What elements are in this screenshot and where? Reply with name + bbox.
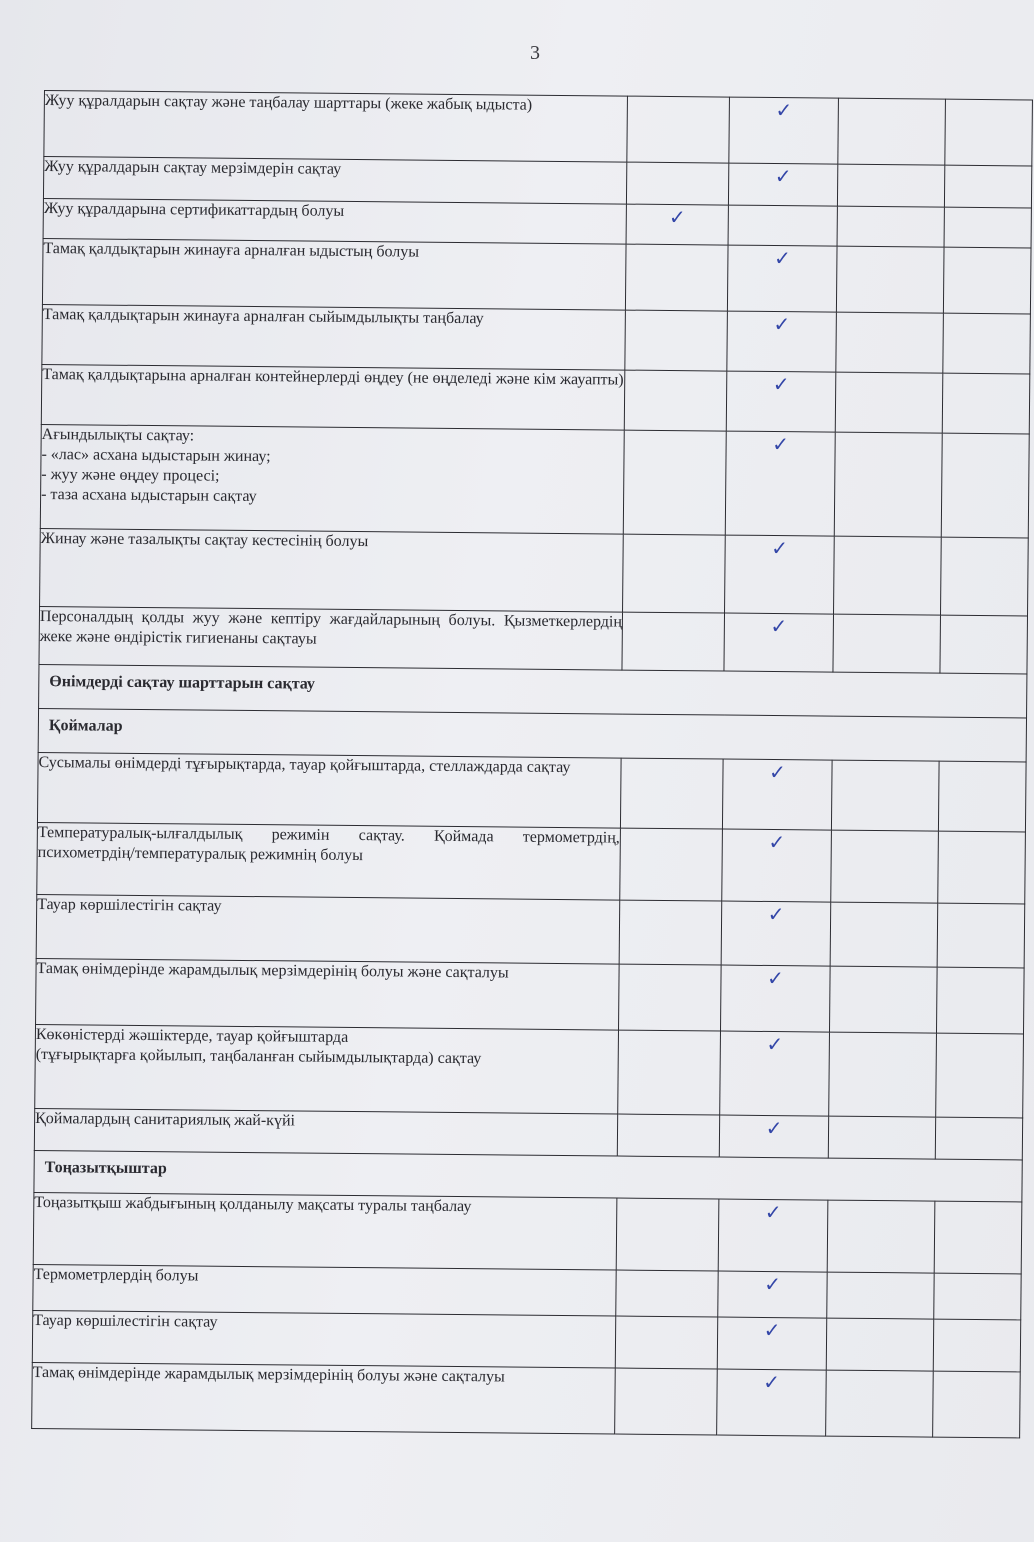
empty-cell: [943, 247, 1031, 314]
empty-cell: [829, 1032, 937, 1117]
table-row: [41, 364, 1030, 433]
empty-cell: [936, 1033, 1024, 1118]
empty-cell: [828, 1116, 935, 1159]
empty-cell: [940, 615, 1028, 674]
empty-cell: [625, 244, 728, 311]
check-mark-icon: ✓: [719, 1115, 828, 1158]
empty-cell: [838, 98, 946, 165]
criterion-text: Тамақ қалдықтарын жинауға арналған сыйымдылықты таңбалау: [42, 304, 626, 370]
section-title: Қоймалар: [38, 708, 1026, 761]
criterion-text: [35, 1024, 619, 1114]
table-row: [36, 894, 1025, 967]
empty-cell: [837, 164, 944, 207]
empty-cell: [837, 206, 944, 247]
table-row: [32, 1310, 1020, 1371]
table-row: [37, 822, 1026, 903]
empty-cell: [831, 760, 939, 831]
empty-cell: [827, 1272, 934, 1319]
table-row: [42, 238, 1031, 313]
table-row: [35, 1024, 1024, 1117]
criterion-text: Тамақ өнімдерінде жарамдылық мерзімдерінің болуы және сақталуы: [32, 1362, 616, 1434]
empty-cell: [623, 534, 726, 613]
check-mark-icon: ✓: [727, 311, 837, 372]
criterion-text: Термометрлердің болуы: [33, 1264, 616, 1316]
empty-cell: [936, 967, 1024, 1034]
empty-cell: [831, 830, 939, 903]
empty-cell: [626, 162, 728, 205]
empty-cell: [619, 964, 722, 1031]
empty-cell: [623, 430, 726, 535]
empty-cell: [933, 1319, 1020, 1372]
check-mark-icon: ✓: [724, 613, 834, 672]
criterion-text: Тоңазытқыш жабдығының қолданылу мақсаты туралы таңбалау: [33, 1192, 617, 1270]
table-row: [36, 958, 1025, 1033]
criterion-text: Жуу құралдарына сертификаттардың болуы: [43, 198, 626, 244]
empty-cell: [826, 1370, 934, 1437]
empty-cell: [827, 1200, 935, 1273]
check-mark-icon: ✓: [722, 829, 832, 902]
check-mark-icon: ✓: [717, 1369, 827, 1436]
table-row: [39, 606, 1028, 673]
check-mark-icon: ✓: [725, 431, 835, 536]
empty-cell: [836, 312, 944, 373]
empty-cell: [622, 612, 725, 671]
empty-cell: [826, 1318, 933, 1371]
section-title: Тоңазытқыштар: [34, 1150, 1022, 1201]
empty-cell: [938, 761, 1026, 832]
empty-cell: [945, 99, 1033, 166]
page-number: 3: [530, 42, 540, 64]
empty-cell: [934, 1201, 1022, 1274]
empty-cell: [935, 1117, 1022, 1160]
empty-cell: [829, 966, 937, 1033]
empty-cell: [616, 1270, 718, 1317]
empty-cell: [830, 902, 938, 967]
criterion-line: - таза асхана ыдыстарын сақтау: [41, 485, 257, 506]
empty-cell: [941, 537, 1029, 616]
empty-cell: [933, 1371, 1021, 1438]
check-mark-icon: ✓: [722, 759, 832, 830]
criterion-text: Қоймалардың санитариялық жай-күйі: [34, 1108, 617, 1156]
check-mark-icon: ✓: [718, 1199, 828, 1272]
empty-cell: [834, 432, 942, 537]
empty-cell: [834, 536, 942, 615]
section-title: Өнімдерді сақтау шарттарын сақтау: [39, 664, 1027, 717]
table-row: [40, 424, 1029, 537]
criterion-text: Тамақ қалдықтарын жинауға арналған ыдыстың болуы: [42, 238, 626, 310]
table-row: [37, 752, 1026, 831]
criterion-text: Температуралық-ылғалдылық режимін сақтау. Қоймада термометрдің, психометрдің/температуралық режимнің болуы: [37, 822, 621, 900]
check-mark-icon: ✓: [726, 371, 836, 432]
empty-cell: [625, 310, 728, 371]
empty-cell: [615, 1368, 718, 1435]
criterion-text: Тамақ қалдықтарына арналған контейнерлерді өңдеу (не өңделеді және кім жауапты): [41, 364, 625, 430]
empty-cell: [618, 1030, 721, 1115]
criterion-line: Көкөністерді жәшіктерде, тауар қойғыштарда: [35, 1025, 349, 1046]
check-mark-icon: ✓: [720, 965, 830, 1032]
check-mark-icon: ✓: [718, 1271, 827, 1318]
table-row: [40, 528, 1029, 615]
check-mark-icon: ✓: [721, 901, 831, 966]
empty-cell: [943, 313, 1031, 374]
empty-cell: [835, 372, 943, 433]
table-row: [44, 91, 1033, 166]
empty-cell: [615, 1316, 717, 1369]
empty-cell: [617, 1114, 719, 1157]
check-mark-icon: ✓: [720, 1031, 830, 1116]
table-row: [33, 1192, 1022, 1273]
criterion-text: [40, 424, 624, 534]
checklist-table: [31, 90, 1033, 1438]
empty-cell: [627, 96, 730, 163]
check-mark-icon: ✓: [727, 245, 837, 312]
criterion-line: - жуу және өңдеу процесі;: [41, 465, 220, 485]
check-mark-icon: ✓: [728, 163, 837, 206]
empty-cell: [620, 758, 723, 829]
table-row: [32, 1362, 1021, 1437]
criterion-line: - «лас» асхана ыдыстарын жинау;: [41, 445, 271, 466]
empty-cell: [836, 246, 944, 313]
criterion-text: Персоналдың қолды жуу және кептіру жағдайларының болуы. Қызметкерлердің жеке және өндірістік гигиенаны сақтауы: [39, 606, 623, 670]
empty-cell: [938, 831, 1026, 904]
empty-cell: [944, 165, 1031, 208]
checklist-rows: [32, 91, 1033, 1438]
empty-cell: [934, 1273, 1021, 1320]
check-mark-icon: ✓: [626, 204, 728, 245]
criterion-text: Жуу құралдарын сақтау мерзімдерін сақтау: [43, 157, 626, 205]
criterion-text: Жинау және тазалықты сақтау кестесінің болуы: [40, 528, 624, 612]
table-row: [42, 304, 1031, 373]
criterion-text: Тауар көршілестігін сақтау: [32, 1310, 615, 1368]
criterion-text: Сусымалы өнімдерді тұғырықтарда, тауар қойғыштарда, стеллаждарда сақтау: [37, 752, 621, 828]
empty-cell: [937, 903, 1025, 968]
check-mark-icon: ✓: [725, 535, 835, 614]
check-mark-icon: ✓: [717, 1317, 826, 1370]
criterion-text: Жуу құралдарын сақтау және таңбалау шарттары (жеке жабық ыдыста): [44, 91, 628, 163]
empty-cell: [944, 207, 1031, 248]
criterion-text: Тауар көршілестігін сақтау: [36, 894, 620, 964]
criterion-line: (тұғырықтарға қойылып, таңбаланған сыйымдылықтарда) сақтау: [35, 1045, 482, 1068]
empty-cell: [833, 614, 941, 673]
empty-cell: [624, 370, 727, 431]
empty-cell: [619, 900, 722, 965]
empty-cell: [728, 205, 837, 246]
criterion-text: Тамақ өнімдерінде жарамдылық мерзімдерінің болуы және сақталуы: [36, 958, 620, 1030]
criterion-line: Ағындылықты сақтау:: [41, 425, 195, 445]
check-mark-icon: ✓: [729, 97, 839, 164]
empty-cell: [620, 828, 723, 901]
empty-cell: [616, 1198, 719, 1271]
empty-cell: [941, 433, 1029, 538]
empty-cell: [942, 373, 1030, 434]
